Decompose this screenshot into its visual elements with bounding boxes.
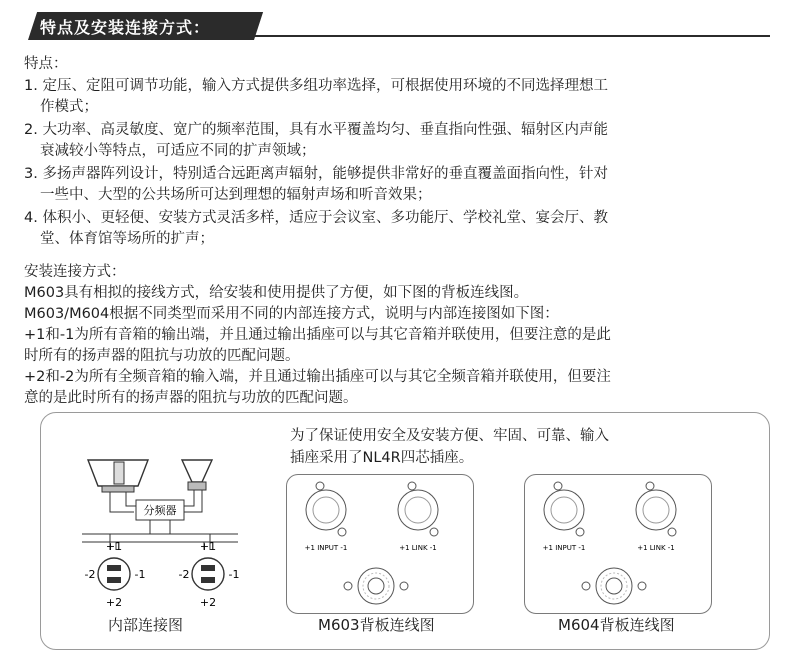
feature-line: 作模式； [40, 99, 98, 115]
header-rule [254, 35, 770, 37]
input-jack-label: +1 INPUT -1 [542, 544, 586, 552]
caption-m604: M604背板连线图 [558, 616, 675, 634]
feature-line: 堂、体育馆等场所的扩声； [40, 231, 214, 247]
install-line: 时所有的扬声器的阻抗与功放的匹配问题。 [24, 348, 300, 364]
input-jack-icon [306, 490, 346, 530]
link-jack-label: +1 LINK -1 [637, 544, 675, 552]
crossover-label: 分频器 [143, 504, 177, 517]
note-line: 为了保证使用安全及安装方便、牢固、可靠、输入 [290, 428, 609, 444]
pin-plus2-label: +2 [105, 596, 123, 609]
features-heading: 特点： [24, 56, 68, 72]
install-line: +2和-2为所有全频音箱的输入端，并且通过输出插座可以与其它全频音箱并联使用，但要注 [24, 369, 611, 385]
input-jack-icon [544, 490, 584, 530]
note-line: 插座采用了NL4R四芯插座。 [290, 450, 474, 466]
install-line: M603具有相拟的接线方式，给安装和使用提供了方便，如下图的背板连线图。 [24, 285, 529, 301]
link-jack-icon [398, 490, 438, 530]
pin-minus2-label: -2 [178, 568, 190, 581]
section-header [28, 12, 770, 40]
pin-minus1-label: -1 [134, 568, 146, 581]
woofer-icon [88, 460, 148, 492]
link-jack-label: +1 LINK -1 [399, 544, 437, 552]
speakon-jack-left [98, 558, 130, 590]
horn-icon [182, 460, 212, 490]
speakon-jack-right [192, 558, 224, 590]
install-line: 意的是此时所有的扬声器的阻抗与功放的匹配问题。 [24, 390, 358, 406]
install-heading: 安装连接方式： [24, 264, 126, 280]
pin-plus2-label: +2 [199, 596, 217, 609]
pin-minus2-label: -2 [84, 568, 96, 581]
feature-line: 1. 定压、定阻可调节功能，输入方式提供多组功率选择，可根据使用环境的不同选择理想工 [24, 78, 608, 94]
install-line: M603/M604根据不同类型而采用不同的内部连接方式，说明与内部连接图如下图： [24, 306, 559, 322]
feature-line: 衰减较小等特点，可适应不同的扩声领域； [40, 143, 316, 159]
feature-line: 4. 体积小、更轻便、安装方式灵活多样，适应于会议室、多功能厅、学校礼堂、宴会厅、教 [24, 210, 608, 226]
feature-line: 3. 多扬声器阵列设计，特别适合远距离声辐射，能够提供非常好的垂直覆盖面指向性，针对 [24, 166, 608, 182]
caption-internal: 内部连接图 [108, 616, 184, 634]
caption-m603: M603背板连线图 [318, 616, 435, 634]
input-jack-label: +1 INPUT -1 [304, 544, 348, 552]
install-line: +1和-1为所有音箱的输出端，并且通过输出插座可以与其它音箱并联使用，但要注意的是此 [24, 327, 611, 343]
feature-line: 2. 大功率、高灵敏度、宽广的频率范围，具有水平覆盖均匀、垂直指向性强、辐射区内声能 [24, 122, 608, 138]
internal-wiring-diagram [60, 446, 260, 616]
m604-panel-drawing [524, 474, 712, 614]
pin-plus1-label: +1 [105, 540, 123, 553]
pin-plus1-label: +1 [199, 540, 217, 553]
section-title: 特点及安装连接方式： [40, 18, 211, 37]
feature-line: 一些中、大型的公共场所可达到理想的辐射声场和听音效果； [40, 187, 432, 203]
link-jack-icon [636, 490, 676, 530]
pin-minus1-label: -1 [228, 568, 240, 581]
m603-panel-drawing [286, 474, 474, 614]
